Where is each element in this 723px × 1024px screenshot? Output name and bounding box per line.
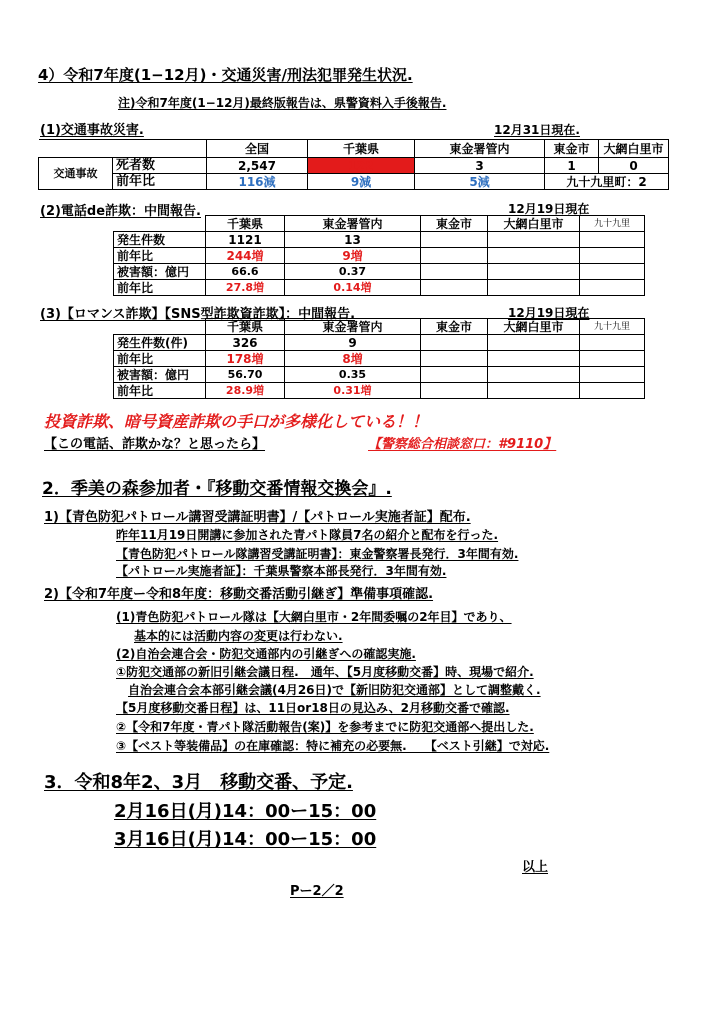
item1-title: 1)【青色防犯パトロール講習受講証明書】/【パトロール実施者証】配布.	[44, 510, 471, 525]
phone-cell: 244増	[206, 248, 285, 264]
deaths-value-highlight: 122	[308, 158, 415, 174]
kujukuri-note: 九十九里町：2	[545, 174, 669, 190]
romance-header: 九十九里	[580, 319, 645, 335]
romance-cell: 0.31増	[285, 383, 421, 399]
item2-title: 2)【令和7年度ー令和8年度：移動交番活動引継ぎ】準備事項確認.	[44, 587, 434, 602]
deaths-value: 1	[545, 158, 599, 174]
romance-cell: 178増	[206, 351, 285, 367]
romance-row-label: 前年比	[114, 351, 206, 367]
prev-value: 5減	[415, 174, 545, 190]
traffic-label: (1)交通事故災害.	[40, 123, 144, 138]
phone-header: 千葉県	[206, 216, 285, 232]
fraud-question: 【この電話、詐欺かな？と思ったら】	[44, 437, 266, 452]
deaths-value: 2,547	[207, 158, 308, 174]
hotline-number: 【警察総合相談窓口：#9110】	[368, 437, 557, 452]
section4-note: 注)令和7年度(1−12月)最終版報告は、県警資料入手後報告.	[118, 96, 447, 110]
romance-cell: 56.70	[206, 367, 285, 383]
item1-line: 【パトロール実施者証】：千葉県警察本部長発行．3年間有効.	[116, 564, 447, 578]
traffic-header: 大網白里市	[599, 140, 669, 158]
item1-line: 【青色防犯パトロール隊講習受講証明書】：東金警察署長発行．3年間有効.	[116, 547, 519, 561]
romance-cell: 9	[285, 335, 421, 351]
prev-value: 116減	[207, 174, 308, 190]
romance-header: 東金署管内	[285, 319, 421, 335]
romance-header: 千葉県	[206, 319, 285, 335]
phone-cell: 0.37	[285, 264, 421, 280]
traffic-header: 全国	[207, 140, 308, 158]
romance-cell: 28.9増	[206, 383, 285, 399]
phone-cell: 27.8増	[206, 280, 285, 296]
phone-cell: 1121	[206, 232, 285, 248]
romance-row-label: 被害額：億円	[114, 367, 206, 383]
item2-line: 自治会連合会本部引継会議(4月26日)で【新旧防犯交通部】として調整戴く.	[128, 683, 541, 697]
phone-header: 東金市	[421, 216, 488, 232]
section2-title: 2．季美の森参加者・『移動交番情報交換会』.	[42, 479, 392, 499]
romance-cell: 326	[206, 335, 285, 351]
deaths-value: 0	[599, 158, 669, 174]
section3-title: 3．令和8年2、3月 移動交番、予定.	[44, 772, 353, 793]
phone-date: 12月19日現在	[508, 202, 590, 216]
deaths-label: 死者数	[113, 158, 207, 174]
romance-cell: 0.35	[285, 367, 421, 383]
phone-header: 東金署管内	[285, 216, 421, 232]
section4-title: 4）令和7年度(1−12月)・交通災害/刑法犯罪発生状況.	[38, 66, 413, 84]
end-mark: 以上	[522, 860, 549, 875]
item2-line: (1)青色防犯パトロール隊は【大網白里市・2年間委嘱の2年目】であり、	[116, 610, 512, 624]
item2-line: (2)自治会連合会・防犯交通部内の引継ぎへの確認実施.	[116, 647, 416, 661]
phone-table	[113, 215, 645, 296]
romance-header: 大網白里市	[488, 319, 580, 335]
phone-cell: 0.14増	[285, 280, 421, 296]
item2-line: ①防犯交通部の新旧引継会議日程. 通年、【5月度移動交番】時、現場で紹介.	[116, 665, 534, 679]
deaths-value: 3	[415, 158, 545, 174]
romance-table	[113, 318, 645, 399]
fraud-warning: 投資詐欺、暗号資産詐欺の手口が多様化している！！	[44, 412, 429, 431]
schedule-date-2: 3月16日(月)14：00ー15：00	[114, 829, 377, 850]
phone-row-label: 発生件数	[114, 232, 206, 248]
prev-label: 前年比	[113, 174, 207, 190]
romance-cell: 8増	[285, 351, 421, 367]
traffic-table	[38, 139, 669, 190]
phone-cell: 9増	[285, 248, 421, 264]
phone-header: 九十九里	[580, 216, 645, 232]
traffic-row-label: 交通事故	[39, 158, 113, 190]
phone-cell: 13	[285, 232, 421, 248]
traffic-header: 東金署管内	[415, 140, 545, 158]
romance-row-label: 前年比	[114, 383, 206, 399]
romance-label: (3)【ロマンス詐欺】【SNS型詐欺資詐欺】：中間報告.	[40, 307, 356, 322]
phone-row-label: 前年比	[114, 280, 206, 296]
prev-value: 9減	[308, 174, 415, 190]
romance-row-label: 発生件数(件)	[114, 335, 206, 351]
traffic-header: 東金市	[545, 140, 599, 158]
romance-date: 12月19日現在	[508, 306, 590, 320]
schedule-date-1: 2月16日(月)14：00ー15：00	[114, 801, 377, 822]
item2-line: 【5月度移動交番日程】は、11日or18日の見込み、2月移動交番で確認.	[116, 701, 510, 715]
item2-line: ③【ベスト等装備品】の在庫確認：特に補充の必要無. 【ベスト引継】で対応.	[116, 739, 550, 753]
item2-line: 基本的には活動内容の変更は行わない.	[134, 629, 343, 643]
phone-label: (2)電話de詐欺：中間報告.	[40, 204, 201, 219]
phone-row-label: 前年比	[114, 248, 206, 264]
romance-header: 東金市	[421, 319, 488, 335]
phone-header: 大網白里市	[488, 216, 580, 232]
item2-line: ②【令和7年度・青パト隊活動報告(案)】を参考までに防犯交通部へ提出した.	[116, 720, 534, 734]
traffic-header: 千葉県	[308, 140, 415, 158]
phone-cell: 66.6	[206, 264, 285, 280]
item1-line: 昨年11月19日開講に参加された青パト隊員7名の紹介と配布を行った.	[116, 528, 499, 542]
phone-row-label: 被害額：億円	[114, 264, 206, 280]
traffic-date: 12月31日現在.	[494, 123, 580, 137]
page-number: Pー2／2	[290, 884, 344, 899]
